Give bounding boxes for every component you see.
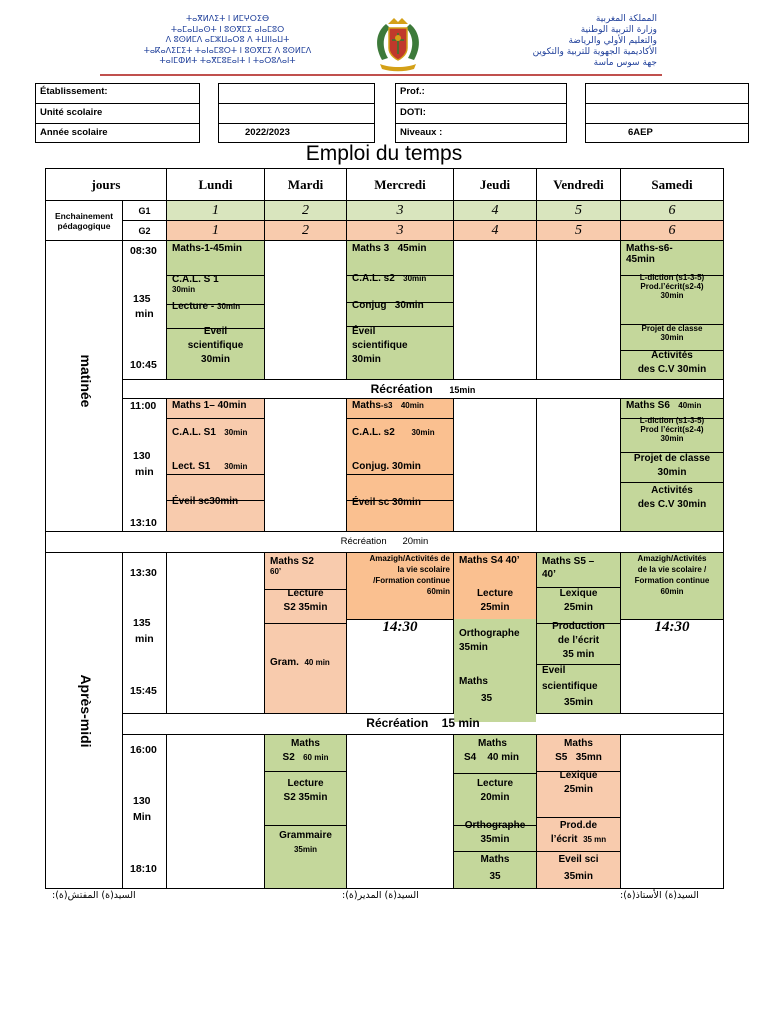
- time-start: 13:30: [130, 567, 157, 579]
- lesson-text: S2 35min: [283, 602, 328, 613]
- recreation-label: Récréation: [340, 536, 387, 547]
- lesson-text: des C.V 30min: [637, 364, 707, 375]
- lesson-text: Maths S2: [270, 556, 314, 567]
- lesson-duration: 30min: [224, 462, 248, 471]
- lesson-duration: 35 mn: [583, 835, 607, 844]
- lesson-text: Lecture: [476, 588, 514, 599]
- lesson-duration: 30min: [352, 354, 381, 365]
- lesson-cell: [167, 241, 265, 380]
- lesson-duration: 45min: [626, 254, 655, 265]
- header-day: Mercredi: [347, 169, 454, 201]
- lesson-text: scientifique: [187, 340, 244, 351]
- lesson-text: Maths S6: [626, 400, 670, 411]
- lesson-text: de l’écrit: [557, 635, 600, 646]
- lesson-text: Amazigh/Activités: [637, 554, 707, 563]
- lesson-text: Prod l’écrit(s2-4): [640, 425, 704, 434]
- lesson-text: C.A.L. S 1: [172, 274, 219, 285]
- matinee-label: matinée: [78, 354, 94, 408]
- lesson-text: l’écrit: [550, 834, 578, 845]
- g2-cell: 1: [167, 221, 265, 241]
- lesson-text: L-diction (s1-3-5): [639, 416, 705, 425]
- time-block: [123, 553, 167, 714]
- lesson-text: S5: [555, 752, 568, 763]
- lesson-duration: 35: [489, 871, 501, 882]
- recreation-row: [123, 714, 723, 735]
- lesson-text: /Formation continue: [373, 576, 450, 585]
- lesson-text: Projet de classe: [633, 453, 711, 464]
- lesson-text: Maths: [478, 738, 507, 749]
- lesson-duration: 30min: [224, 428, 248, 437]
- lesson-text: Éveil sc30min: [172, 496, 239, 507]
- empty-cell: [537, 399, 621, 532]
- lesson-duration: 25min: [564, 602, 593, 613]
- duration-unit: min: [135, 633, 154, 645]
- lesson-duration: 40’: [542, 569, 556, 580]
- lesson-text: Maths 1– 40min: [167, 399, 264, 419]
- lesson-text: Amazigh/Activités de: [369, 554, 450, 563]
- doti-value: [586, 103, 748, 124]
- g2-cell: 4: [454, 221, 537, 241]
- time-end: 15:45: [130, 685, 157, 697]
- lesson-text: L-diction (s1-3-5): [639, 273, 705, 282]
- lesson-duration: 25min: [564, 784, 593, 795]
- recreation-label: Récréation: [370, 382, 433, 396]
- tifinagh-line: ⴷ ⵓⵙⵍⵎⴷ ⴰⵎⵣⵡⴰⵔⵓ ⴷ ⵜⵡⵏⵏⴰⵡⵜ: [165, 35, 290, 44]
- apres-midi-block: [46, 553, 123, 888]
- lesson-duration: 35min: [480, 834, 510, 845]
- lesson-text: Lecture: [287, 778, 324, 789]
- lesson-text: Conjug. 30min: [347, 452, 453, 501]
- lesson-text: Éveil: [352, 326, 376, 337]
- header-day: Lundi: [167, 169, 265, 201]
- lesson-text: Conjug: [352, 300, 387, 311]
- info-right-labels: [395, 83, 567, 143]
- lesson-cell: [621, 399, 723, 532]
- lesson-duration: 30min: [394, 300, 424, 311]
- lesson-cell: [537, 553, 621, 714]
- lesson-duration: 35min: [459, 642, 488, 653]
- lesson-duration: 30min: [217, 302, 241, 311]
- etablissement-label: Établissement:: [36, 84, 199, 104]
- lesson-text: Projet de classe: [641, 324, 703, 333]
- lesson-duration: 60’: [270, 567, 282, 576]
- lesson-text: de la vie scolaire /: [637, 565, 707, 574]
- g1-cell: 4: [454, 201, 537, 221]
- time-block: [123, 735, 167, 888]
- etablissement-value: [219, 84, 374, 104]
- lesson-duration: 40 min: [304, 658, 330, 667]
- lesson-text: Lexique: [559, 588, 598, 599]
- lesson-duration: 30min: [403, 274, 427, 283]
- time-start: 16:00: [130, 744, 157, 756]
- duration: 130: [133, 795, 151, 807]
- lesson-cell: [167, 399, 265, 532]
- lesson-duration: 40min: [400, 401, 424, 410]
- g2-cell: 2: [265, 221, 347, 241]
- lesson-text: Lexique: [559, 770, 598, 781]
- time-block: [123, 399, 167, 532]
- lesson-text: C.A.L. s2: [352, 273, 395, 284]
- lesson-text: -s3: [380, 401, 393, 410]
- lesson-text: Grammaire: [279, 830, 332, 841]
- arabic-line: المملكة المغربية: [595, 14, 657, 24]
- enchainement-label: Enchainement pédagogique: [46, 201, 123, 241]
- niveaux-label: Niveaux :: [400, 127, 443, 138]
- recreation-duration: 20min: [402, 536, 429, 547]
- tifinagh-line: ⵜⴰⴽⴰⴷⵉⵎⵉⵜ ⵜⴰⵏⴰⵎⵓⵔⵜ ⵏ ⵓⵙⴳⵎⵉ ⴷ ⵓⵙⵍⵎⴷ: [143, 45, 312, 55]
- lesson-text: Prod.l’écrit(s2-4): [640, 282, 704, 291]
- letterhead: [100, 14, 662, 76]
- lesson-text: des C.V 30min: [637, 499, 707, 510]
- lesson-cell: [454, 553, 537, 714]
- unite-scolaire-label: Unité scolaire: [36, 103, 199, 124]
- arabic-line: وزارة التربية الوطنية: [580, 25, 657, 35]
- lesson-text: Maths: [291, 738, 320, 749]
- lesson-duration: 30min: [660, 291, 684, 300]
- arabic-line: الأكاديمية الجهوية للتربية والتكوين: [532, 47, 657, 57]
- lesson-duration: 40min: [678, 401, 702, 410]
- lesson-text: Lecture: [287, 588, 324, 599]
- lesson-duration: 35 min: [562, 649, 595, 660]
- recreation-duration: 15min: [449, 385, 476, 395]
- apres-midi-label: Après-midi: [78, 674, 94, 748]
- lesson-duration: 35mn: [575, 752, 602, 763]
- duration: 135: [133, 293, 151, 305]
- annee-scolaire-label: Année scolaire: [40, 127, 108, 138]
- lesson-text: Maths: [459, 676, 488, 687]
- tifinagh-header: [105, 14, 350, 67]
- unite-scolaire-value: [219, 103, 374, 124]
- info-left-values: [218, 83, 375, 143]
- lesson-duration: 60min: [426, 587, 450, 596]
- g1-cell: 1: [167, 201, 265, 221]
- lesson-cell: [265, 553, 347, 714]
- lesson-text: Maths: [564, 738, 593, 749]
- lesson-duration: 45min: [397, 243, 427, 254]
- empty-cell: [454, 241, 537, 380]
- lesson-text: Orthographe: [459, 628, 520, 639]
- lesson-cell: [347, 241, 454, 380]
- tifinagh-line: ⵜⴰⵏⵎⵀⵍⵜ ⵜⴰⴳⵎⵓⴹⴰⵏⵜ ⵏ ⵜⴰⵔⵓⴷⴰⵏⵜ: [159, 56, 296, 65]
- empty-cell: [454, 399, 537, 532]
- lesson-text: Maths-s6-: [626, 243, 673, 254]
- header-divider: [100, 74, 662, 76]
- lesson-time: 14:30: [654, 619, 690, 635]
- lesson-text: Prod.de: [559, 820, 598, 831]
- prof-value: [586, 84, 748, 104]
- g1-cell: 5: [537, 201, 621, 221]
- lesson-duration: 60min: [660, 587, 684, 596]
- empty-cell: [621, 735, 723, 888]
- g1-label: G1: [123, 201, 167, 221]
- g1-cell: 3: [347, 201, 454, 221]
- lesson-text: Activités: [651, 485, 693, 496]
- time-start: 08:30: [130, 245, 157, 257]
- duration: 135: [133, 617, 151, 629]
- duration-unit: Min: [133, 811, 152, 823]
- g2-label: G2: [123, 221, 167, 241]
- lesson-text: S4: [464, 752, 477, 763]
- lesson-text: la vie scolaire: [397, 565, 450, 574]
- header-day: Samedi: [621, 169, 723, 201]
- lesson-text: Maths: [352, 400, 381, 411]
- lesson-text: Production: [552, 621, 605, 632]
- lesson-duration: 35min: [564, 871, 593, 882]
- lesson-text: Éveil sc 30min: [352, 497, 421, 508]
- duration: 130: [133, 450, 151, 462]
- niveaux-value: 6AEP: [628, 127, 653, 138]
- lesson-cell: [621, 553, 723, 714]
- g2-cell: 6: [621, 221, 723, 241]
- lesson-text: scientifique: [542, 681, 598, 692]
- empty-cell: [167, 553, 265, 714]
- lesson-duration: 20min: [480, 792, 510, 803]
- time-end: 10:45: [130, 359, 157, 371]
- lesson-duration: 30min: [660, 434, 684, 443]
- recreation-label: Récréation: [366, 716, 429, 730]
- lesson-text: Lecture: [476, 778, 514, 789]
- lesson-time: 14:30: [382, 619, 418, 635]
- lesson-cell: [347, 553, 454, 714]
- empty-cell: [537, 241, 621, 380]
- time-block: [123, 241, 167, 380]
- header-day: Vendredi: [537, 169, 621, 201]
- lesson-duration: 35min: [564, 697, 593, 708]
- time-end: 18:10: [130, 863, 157, 875]
- prof-label: Prof.:: [396, 84, 566, 104]
- g2-cell: 3: [347, 221, 454, 241]
- page-title: Emploi du temps: [305, 142, 463, 165]
- recreation-row: [46, 532, 723, 553]
- lesson-duration: 35: [481, 693, 493, 704]
- lesson-duration: 25min: [480, 602, 510, 613]
- lesson-text: Orthographe: [464, 820, 526, 831]
- lesson-cell: [537, 735, 621, 888]
- info-right-values: [585, 83, 749, 143]
- lesson-duration: 35min: [293, 845, 318, 854]
- lesson-text: Maths 3: [352, 243, 390, 254]
- signature-professeur: السيد(ة) الأستاذ(ة):: [620, 890, 699, 901]
- info-left-labels: [35, 83, 200, 143]
- lesson-cell: [454, 735, 537, 888]
- lesson-duration: 30min: [657, 467, 687, 478]
- lesson-text: 30min: [201, 354, 230, 365]
- tifinagh-line: ⵜⴰⴳⵍⴷⵉⵜ ⵏ ⵍⵎⵖⵔⵉⴱ: [185, 14, 270, 23]
- lesson-duration: 30min: [172, 285, 196, 294]
- lesson-text: C.A.L. S1: [172, 427, 216, 438]
- lesson-text: Maths S4 40’: [454, 553, 536, 588]
- lesson-duration: 60 min: [303, 753, 329, 762]
- lesson-text: Maths: [480, 854, 510, 865]
- lesson-text: scientifique: [352, 340, 408, 351]
- lesson-text: Eveil sci: [558, 854, 599, 865]
- lesson-duration: 30min: [411, 428, 435, 437]
- lesson-text: Activités: [651, 350, 693, 361]
- lesson-cell: [621, 241, 723, 380]
- tifinagh-line: ⵜⴰⵎⴰⵡⴰⵙⵜ ⵏ ⵓⵙⴳⵎⵉ ⴰⵏⴰⵎⵓⵔ: [170, 24, 285, 34]
- lesson-cell: [347, 399, 454, 532]
- lesson-text: Eveil: [542, 665, 566, 676]
- g1-cell: 2: [265, 201, 347, 221]
- lesson-cell: [265, 735, 347, 888]
- signature-inspecteur: السيد(ة) المفتش(ة):: [52, 890, 136, 901]
- lesson-text: Maths-1-45min: [167, 241, 264, 276]
- lesson-text: Maths S5 –: [542, 556, 595, 567]
- header-day: Jeudi: [454, 169, 537, 201]
- annee-scolaire-value: 2022/2023: [245, 127, 290, 138]
- time-start: 11:00: [130, 400, 157, 412]
- empty-cell: [265, 399, 347, 532]
- lesson-text: Lecture -: [172, 301, 215, 312]
- g2-cell: 5: [537, 221, 621, 241]
- empty-cell: [347, 735, 454, 888]
- lesson-duration: 30min: [660, 333, 684, 342]
- matinee-block: [46, 241, 123, 532]
- lesson-text: Gram.: [270, 657, 299, 668]
- coat-of-arms-icon: [368, 16, 428, 72]
- empty-cell: [167, 735, 265, 888]
- g1-cell: 6: [621, 201, 723, 221]
- empty-cell: [265, 241, 347, 380]
- header-jours: jours: [46, 169, 167, 201]
- timetable: [45, 168, 724, 889]
- signature-directeur: السيد(ة) المدير(ة):: [342, 890, 419, 901]
- header-day: Mardi: [265, 169, 347, 201]
- lesson-text: S2 35min: [283, 792, 328, 803]
- duration-unit: min: [135, 466, 154, 478]
- recreation-row: [123, 380, 723, 399]
- lesson-text: Eveil: [203, 326, 228, 337]
- lesson-duration: 40 min: [487, 752, 520, 763]
- lesson-text: Formation continue: [634, 576, 710, 585]
- lesson-text: Lect. S1: [172, 461, 211, 472]
- arabic-line: والتعليم الأولي والرياضة: [568, 36, 657, 46]
- doti-label: DOTI:: [396, 103, 566, 124]
- duration-unit: min: [135, 308, 154, 320]
- lesson-text: S2: [282, 752, 295, 763]
- arabic-line: جهة سوس ماسة: [593, 58, 657, 68]
- lesson-text: C.A.L. s2: [352, 427, 395, 438]
- time-end: 13:10: [130, 517, 157, 529]
- recreation-duration: 15 min: [441, 716, 480, 730]
- arabic-header: [467, 14, 657, 69]
